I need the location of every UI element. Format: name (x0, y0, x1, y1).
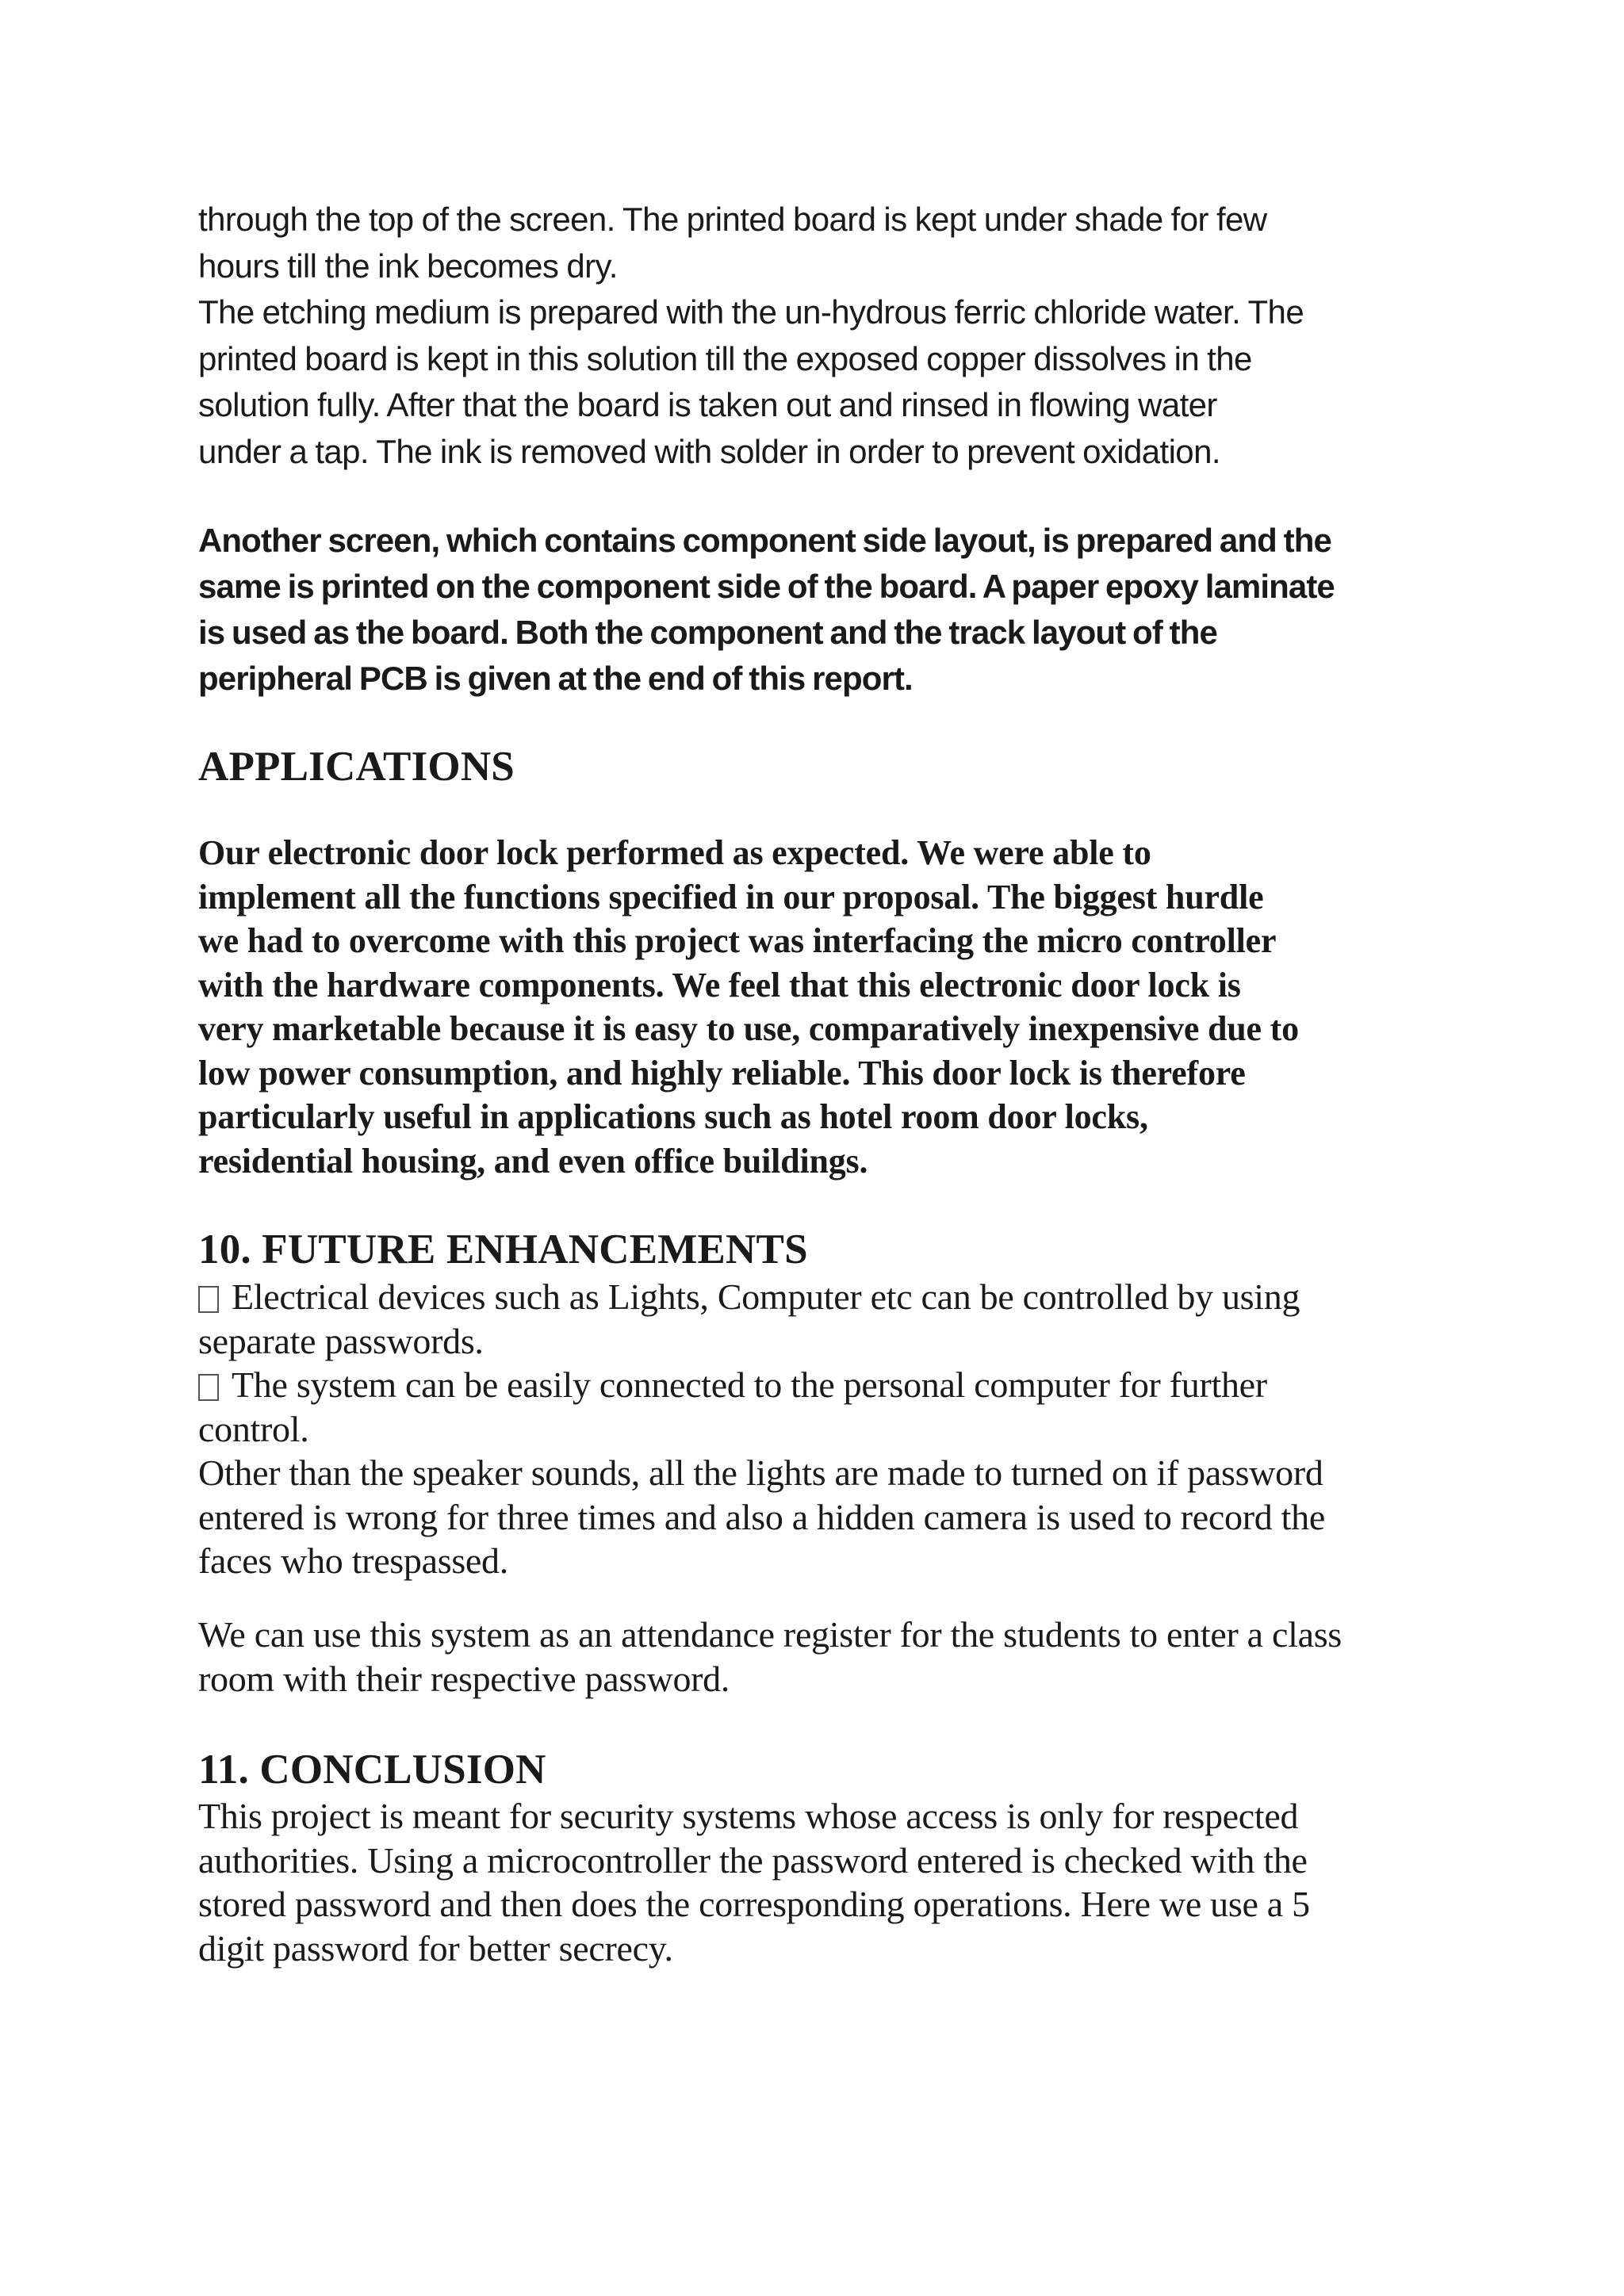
future-enhancements-heading: 10. FUTURE ENHANCEMENTS (198, 1226, 808, 1272)
bullet-icon (198, 1374, 219, 1401)
conclusion-paragraph (198, 1794, 1451, 1970)
text-line: authorities. Using a microcontroller the password entered is checked with the (198, 1839, 1308, 1881)
text-line: we had to overcome with this project was interfacing the micro controller (198, 921, 1277, 960)
text-line: separate passwords. (198, 1320, 484, 1361)
text-line: under a tap. The ink is removed with solder in order to prevent oxidation. (198, 432, 1220, 470)
attendance-paragraph (198, 1613, 1451, 1701)
text-line: very marketable because it is easy to use, comparatively inexpensive due to (198, 1009, 1299, 1048)
applications-heading: APPLICATIONS (198, 744, 515, 790)
bullet-item (198, 1363, 1451, 1407)
text-line: Another screen, which contains component side layout, is prepared and the (198, 522, 1331, 559)
pcb-etching-paragraph (198, 197, 1451, 475)
text-line: implement all the functions specified in our proposal. The biggest hurdle (198, 877, 1264, 916)
text-line: The etching medium is prepared with the un-hydrous ferric chloride water. The (198, 293, 1304, 331)
text-line: We can use this system as an attendance register for the students to enter a class (198, 1614, 1342, 1655)
text-line: same is printed on the component side of the board. A paper epoxy laminate (198, 568, 1335, 605)
text-line: low power consumption, and highly reliable. This door lock is therefore (198, 1053, 1246, 1093)
text-line: particularly useful in applications such as hotel room door locks, (198, 1097, 1148, 1136)
text-line: digit password for better secrecy. (198, 1927, 673, 1969)
applications-paragraph (198, 831, 1451, 1183)
bullet-text: The system can be easily connected to the personal computer for further (232, 1364, 1267, 1405)
text-line: room with their respective password. (198, 1658, 730, 1699)
text-line: hours till the ink becomes dry. (198, 247, 618, 285)
text-line: residential housing, and even office buildings. (198, 1141, 868, 1181)
bullet-text: Electrical devices such as Lights, Computer etc can be controlled by using (232, 1276, 1300, 1317)
text-line: is used as the board. Both the component and the track layout of the (198, 614, 1217, 651)
component-screen-paragraph (198, 518, 1451, 702)
text-line: faces who trespassed. (198, 1540, 508, 1581)
text-line: entered is wrong for three times and also a hidden camera is used to record the (198, 1496, 1325, 1537)
text-line: control. (198, 1408, 309, 1449)
text-line: through the top of the screen. The printed board is kept under shade for few (198, 201, 1267, 238)
future-enhancements-list (198, 1275, 1451, 1583)
text-line: with the hardware components. We feel that this electronic door lock is (198, 965, 1241, 1004)
bullet-icon (198, 1286, 219, 1313)
text-line: Other than the speaker sounds, all the lights are made to turned on if password (198, 1452, 1323, 1493)
text-line: This project is meant for security systems whose access is only for respected (198, 1796, 1299, 1836)
text-line: stored password and then does the corresponding operations. Here we use a 5 (198, 1884, 1310, 1924)
text-line: printed board is kept in this solution till the exposed copper dissolves in the (198, 339, 1252, 377)
text-line: solution fully. After that the board is taken out and rinsed in flowing water (198, 386, 1217, 423)
bullet-item (198, 1275, 1451, 1319)
text-line: Our electronic door lock performed as expected. We were able to (198, 833, 1151, 872)
text-line: peripheral PCB is given at the end of this report. (198, 660, 913, 697)
conclusion-heading: 11. CONCLUSION (198, 1747, 546, 1793)
